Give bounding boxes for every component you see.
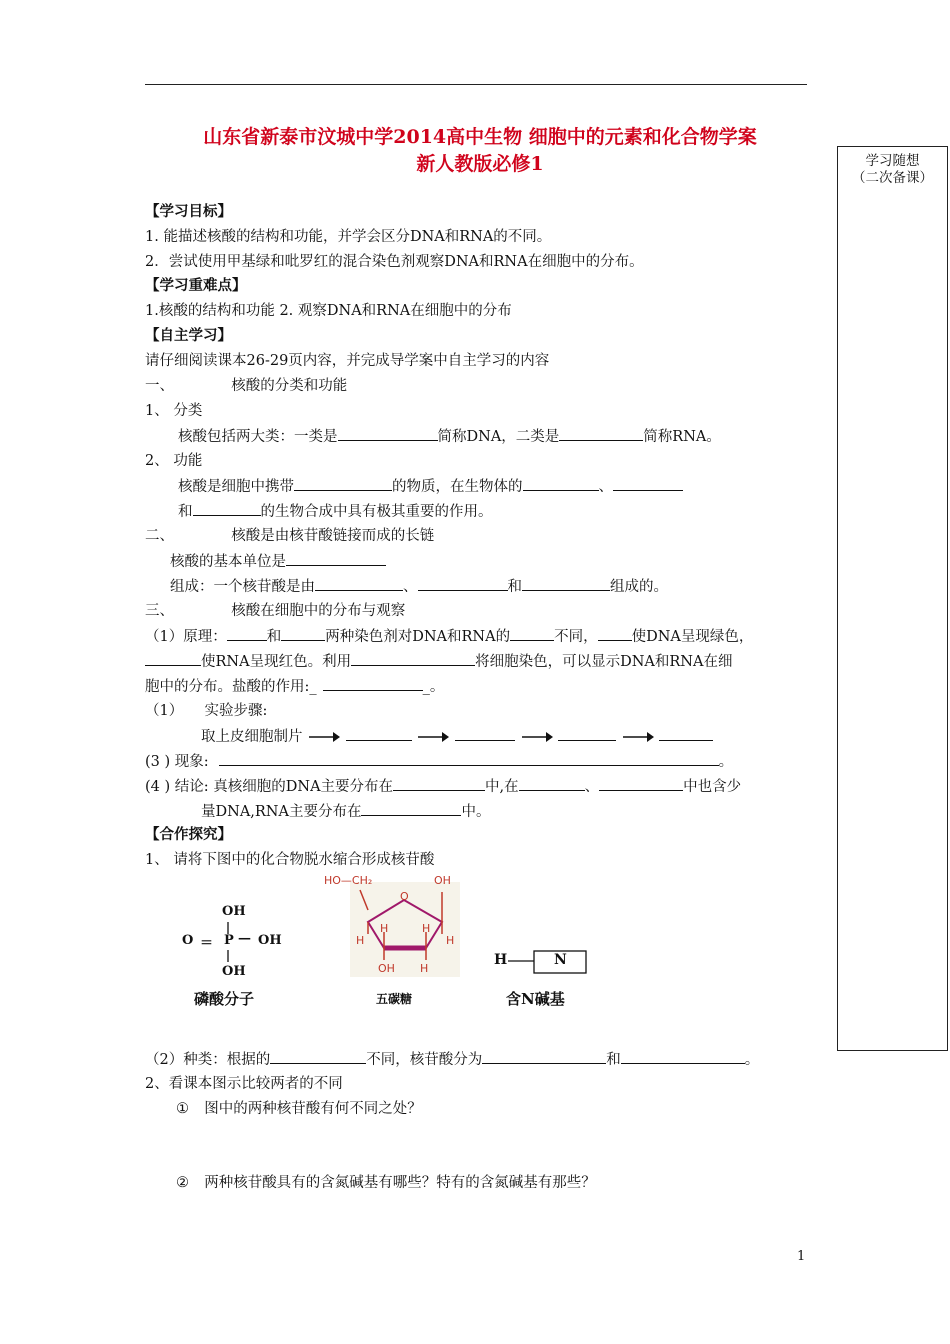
blank[interactable] (323, 676, 423, 691)
arrow-right-icon (416, 731, 450, 743)
sugar-h: H (356, 934, 365, 947)
text: 、 (598, 479, 613, 495)
arrow-right-icon (621, 731, 655, 743)
text: ② (176, 1175, 189, 1191)
keypoints-heading: 【学习重难点】 (145, 277, 247, 294)
blank[interactable] (519, 776, 585, 791)
text: （1） (145, 703, 184, 719)
text: 和 (606, 1052, 621, 1068)
section-1-heading (145, 376, 347, 396)
text: 不同， (554, 629, 598, 645)
page-number: 1 (797, 1249, 806, 1264)
text: 、 (584, 779, 600, 795)
steps-heading (145, 701, 267, 721)
pentose-figure (318, 870, 468, 1010)
text: 中也含少 (683, 779, 742, 795)
text: 核酸的基本单位是 (170, 554, 286, 570)
text: 的物质，在生物体的 (392, 479, 523, 495)
sugar-oh-bottom: OH (378, 962, 395, 975)
question-1 (176, 1099, 422, 1119)
self-study-intro: 请仔细阅读课本26-29页内容，并完成导学案中自主学习的内容 (145, 353, 550, 369)
text: 将细胞染色，可以显示DNA和RNA在细 (475, 654, 733, 670)
sugar-h: H (422, 922, 431, 935)
text: 两种核苷酸具有的含氮碱基有哪些？特有的含氮碱基有那些？ (204, 1175, 596, 1191)
blank[interactable] (599, 776, 683, 791)
blank[interactable] (281, 626, 325, 641)
text: 量DNA,RNA主要分布在 (201, 804, 362, 820)
conclusion-line-2 (201, 801, 490, 822)
question-2 (176, 1173, 596, 1193)
blank[interactable] (621, 1049, 745, 1064)
text: 。 (744, 1052, 760, 1068)
text: 中,在 (485, 779, 519, 795)
blank[interactable] (510, 626, 554, 641)
blank[interactable] (227, 626, 267, 641)
blank[interactable] (613, 476, 683, 491)
text: （2）种类：根据的 (145, 1052, 271, 1068)
blank[interactable] (659, 726, 713, 741)
base-n: N (554, 952, 567, 968)
base-label: 含N碱基 (506, 990, 565, 1008)
text: 图中的两种核苷酸有何不同之处？ (204, 1101, 422, 1117)
phosphate-o: O (182, 933, 194, 948)
goal-2: 2．尝试使用甲基绿和吡罗红的混合染色剂观察DNA和RNA在细胞中的分布。 (145, 254, 644, 270)
sidebar-title: 学习随想 (865, 153, 920, 169)
blank[interactable] (338, 426, 438, 441)
phenomenon-line (145, 751, 733, 772)
text: （1）原理： (145, 629, 227, 645)
cooperation-item-1: 1、 请将下图中的化合物脱水缩合形成核苷酸 (145, 852, 435, 868)
blank[interactable] (286, 551, 386, 566)
text: 实验步骤: (204, 703, 268, 719)
sugar-h: H (446, 934, 455, 947)
section-number: 一、 (145, 378, 174, 394)
blank[interactable] (482, 1049, 606, 1064)
text: 使RNA呈现红色。利用 (201, 654, 352, 670)
phosphate-p: P (224, 933, 234, 948)
text: 、 (403, 579, 418, 595)
text: 。 (718, 754, 734, 770)
subsection-function: 2、 功能 (145, 453, 203, 469)
sugar-ho-ch2: HO—CH₂ (324, 874, 373, 887)
text: 核酸包括两大类：一类是 (178, 429, 338, 445)
subsection-classification: 1、 分类 (145, 403, 203, 419)
text: ① (176, 1101, 189, 1117)
principle-line-2 (145, 651, 732, 672)
blank[interactable] (559, 426, 643, 441)
blank[interactable] (455, 726, 515, 741)
phosphate-oh-right: OH (258, 933, 282, 948)
section-title: 核酸的分类和功能 (231, 378, 348, 394)
cooperation-item-2: 2、看课本图示比较两者的不同 (145, 1076, 343, 1092)
arrow-right-icon (520, 731, 554, 743)
text: (3 ) 现象: (145, 754, 209, 770)
text: 和 (266, 629, 282, 645)
single-bond: — (238, 931, 251, 946)
text: 和 (507, 579, 522, 595)
text: 和 (178, 504, 193, 520)
sugar-ring-o: O (400, 890, 409, 903)
text: 核酸是细胞中携带 (178, 479, 294, 495)
steps-flow (201, 726, 713, 747)
sidebar-subtitle: （二次备课） (852, 170, 933, 186)
text: 取上皮细胞制片 (201, 729, 303, 745)
goal-1: 1. 能描述核酸的结构和功能，并学会区分DNA和RNA的不同。 (145, 229, 552, 245)
base-figure (494, 946, 604, 1010)
blank[interactable] (418, 576, 508, 591)
base-box (494, 946, 604, 976)
blank[interactable] (219, 751, 719, 766)
blank[interactable] (393, 776, 485, 791)
text: 胞中的分布。盐酸的作用:_ (145, 679, 317, 695)
basic-unit-line (170, 551, 386, 572)
text: 组成的。 (610, 579, 668, 595)
document-title: 山东省新泰市汶城中学2014高中生物 细胞中的元素和化合物学案 (203, 126, 757, 148)
section-title: 核酸在细胞中的分布与观察 (231, 603, 406, 619)
blank[interactable] (523, 476, 599, 491)
section-number: 三、 (145, 603, 174, 619)
text: 中。 (461, 804, 491, 820)
blank[interactable] (346, 726, 412, 741)
text: 组成：一个核苷酸是由 (170, 579, 315, 595)
double-bond: ＝ (200, 936, 214, 951)
cooperation-heading: 【合作探究】 (145, 826, 232, 843)
notes-sidebar (837, 146, 948, 1051)
self-study-heading: 【自主学习】 (145, 327, 232, 344)
types-line (145, 1049, 759, 1070)
blank[interactable] (351, 651, 475, 666)
base-h: H (494, 952, 508, 968)
function-line-1 (178, 476, 683, 497)
composition-line (170, 576, 668, 597)
section-number: 二、 (145, 528, 174, 544)
classification-line (178, 426, 721, 447)
top-rule (145, 84, 807, 85)
text: 的生物合成中具有极其重要的作用。 (260, 504, 493, 520)
section-2-heading (145, 526, 434, 546)
sugar-h: H (420, 962, 429, 975)
section-title: 核酸是由核苷酸链接而成的长链 (231, 528, 435, 544)
text: 简称DNA，二类是 (437, 429, 560, 445)
blank[interactable] (294, 476, 392, 491)
principle-line-1 (145, 626, 753, 647)
document-subtitle: 新人教版必修1 (416, 153, 544, 175)
phosphate-oh-top: OH (222, 904, 246, 919)
blank[interactable] (315, 576, 403, 591)
section-3-heading (145, 601, 405, 621)
text: 使DNA呈现绿色， (631, 629, 754, 645)
sugar-h: H (380, 922, 389, 935)
function-line-2 (178, 501, 493, 522)
blank[interactable] (361, 801, 461, 816)
text: 不同，核苷酸分为 (366, 1052, 483, 1068)
goals-heading: 【学习目标】 (145, 203, 232, 220)
phosphate-oh-bottom: OH (222, 964, 246, 979)
blank[interactable] (558, 726, 616, 741)
text: _。 (422, 679, 445, 695)
sugar-oh-top: OH (434, 874, 451, 887)
keypoints-text: 1.核酸的结构和功能 2. 观察DNA和RNA在细胞中的分布 (145, 303, 512, 319)
blank[interactable] (598, 626, 632, 641)
text: 两种染色剂对DNA和RNA的 (325, 629, 511, 645)
pentose-label: 五碳糖 (376, 992, 413, 1006)
principle-line-3 (145, 676, 444, 697)
text: 简称RNA。 (643, 429, 721, 445)
phosphate-label: 磷酸分子 (194, 990, 255, 1008)
conclusion-line-1 (145, 776, 741, 797)
blank[interactable] (193, 501, 261, 516)
text: (4 ) 结论: 真核细胞的DNA主要分布在 (145, 779, 394, 795)
arrow-right-icon (307, 731, 341, 743)
phosphate-figure (180, 900, 300, 1010)
blank[interactable] (270, 1049, 366, 1064)
blank[interactable] (522, 576, 610, 591)
blank[interactable] (145, 651, 201, 666)
